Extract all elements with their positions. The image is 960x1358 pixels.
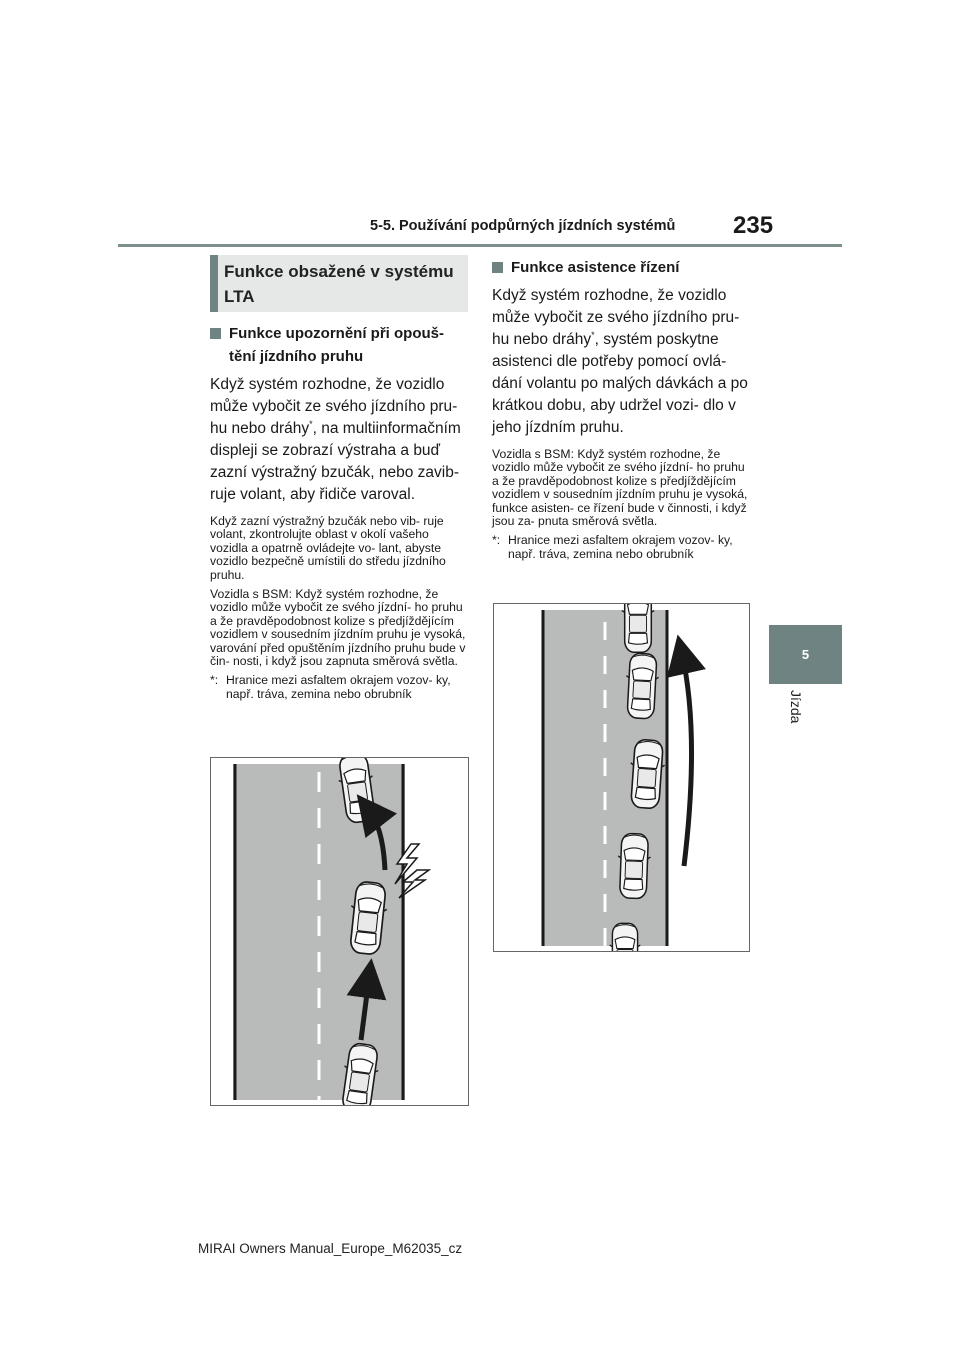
correction-arrow-icon xyxy=(682,654,692,866)
footer-text: MIRAI Owners Manual_Europe_M62035_cz xyxy=(198,1241,463,1256)
left-footnote-text: Hranice mezi asfaltem okrajem vozov- ky, např. tráva, zemina nebo obrubník xyxy=(226,673,451,701)
left-footnote-mark: *: xyxy=(210,673,219,688)
left-column xyxy=(210,322,470,701)
left-subheading xyxy=(210,322,470,368)
header-section-title: 5-5. Používání podpůrných jízdních systémů xyxy=(370,218,676,234)
page-number: 235 xyxy=(733,212,774,239)
chapter-tab-number: 5 xyxy=(801,647,810,662)
figure-lane-departure-alert xyxy=(210,757,469,1106)
figure-steering-assist xyxy=(493,603,750,952)
left-note-2: Vozidla s BSM: Když systém rozhodne, že vozidlo může vybočit ze svého jízdní- ho pruhu a že pravděpodobnost kolize s předjíždějícím vozidlem v sousedním jízdním pruhu je vysoká, varování před opuštěním jízdního pruhu bude v čin- nosti, i když jsou zapnuta směrová světla. xyxy=(210,587,466,669)
left-body-text xyxy=(210,374,470,506)
right-footnote-mark: *: xyxy=(492,533,501,548)
section-heading-bar xyxy=(210,255,218,312)
right-body-text xyxy=(492,285,754,439)
section-heading-box xyxy=(210,255,468,312)
steering-assist-illustration xyxy=(494,604,749,951)
square-bullet-icon xyxy=(210,328,221,339)
left-footnote-ref: * xyxy=(309,418,313,429)
right-note-1: Vozidla s BSM: Když systém rozhodne, že vozidlo může vybočit ze svého jízdní- ho pruhu a že pravděpodobnost kolize s předjíždějícím vozidlem v sousedním jízdním pruhu je vysoká, funkce asisten- ce řízení bude v činnosti, i když jsou za- pnuta směrová světla. xyxy=(492,447,748,529)
square-bullet-icon xyxy=(492,262,503,273)
left-subheading-text: Funkce upozornění při opouš- tění jízdního pruhu xyxy=(229,325,444,365)
right-body-part-b: , systém poskytne asistenci dle potřeby pomocí ovlá- dání volantu po malých dávkách a po krátkou dobu, aby udržel vozi- dlo v jeho jízdním pruhu. xyxy=(492,331,748,436)
chapter-tab-label: Jízda xyxy=(788,690,804,724)
right-footnote xyxy=(492,534,754,561)
left-body-part-a: Když systém rozhodne, že vozidlo může vybočit ze svého jízdního pru- hu nebo dráhy xyxy=(210,376,458,437)
car-1 xyxy=(622,604,654,652)
right-footnote-text: Hranice mezi asfaltem okrajem vozov- ky, např. tráva, zemina nebo obrubník xyxy=(508,533,733,561)
left-body-part-b: , na multiinformačním displeji se zobrazí výstraha a buď zazní výstražný bzučák, nebo zavib- ruje volant, aby řidiče varoval. xyxy=(210,420,461,503)
chapter-tab[interactable] xyxy=(769,625,842,684)
right-column xyxy=(492,256,754,561)
lane-departure-alert-illustration xyxy=(211,758,468,1105)
right-subheading xyxy=(492,256,754,279)
section-heading-title: Funkce obsažené v systému LTA xyxy=(224,262,454,306)
left-note-1: Když zazní výstražný bzučák nebo vib- ruje volant, zkontrolujte oblast v okolí vašeho vozidla a opatrně ovládejte vo- lant, abyste vozidlo bezpečně umístili do středu jízdního pruhu. xyxy=(210,514,446,582)
car-2 xyxy=(624,653,660,719)
header-rule xyxy=(118,244,842,247)
left-footnote xyxy=(210,674,470,701)
car-5 xyxy=(610,923,641,951)
right-subheading-text: Funkce asistence řízení xyxy=(511,259,680,276)
right-body-part-a: Když systém rozhodne, že vozidlo může vybočit ze svého jízdního pru- hu nebo dráhy xyxy=(492,287,740,348)
right-footnote-ref: * xyxy=(591,329,595,340)
car-4 xyxy=(617,833,652,899)
